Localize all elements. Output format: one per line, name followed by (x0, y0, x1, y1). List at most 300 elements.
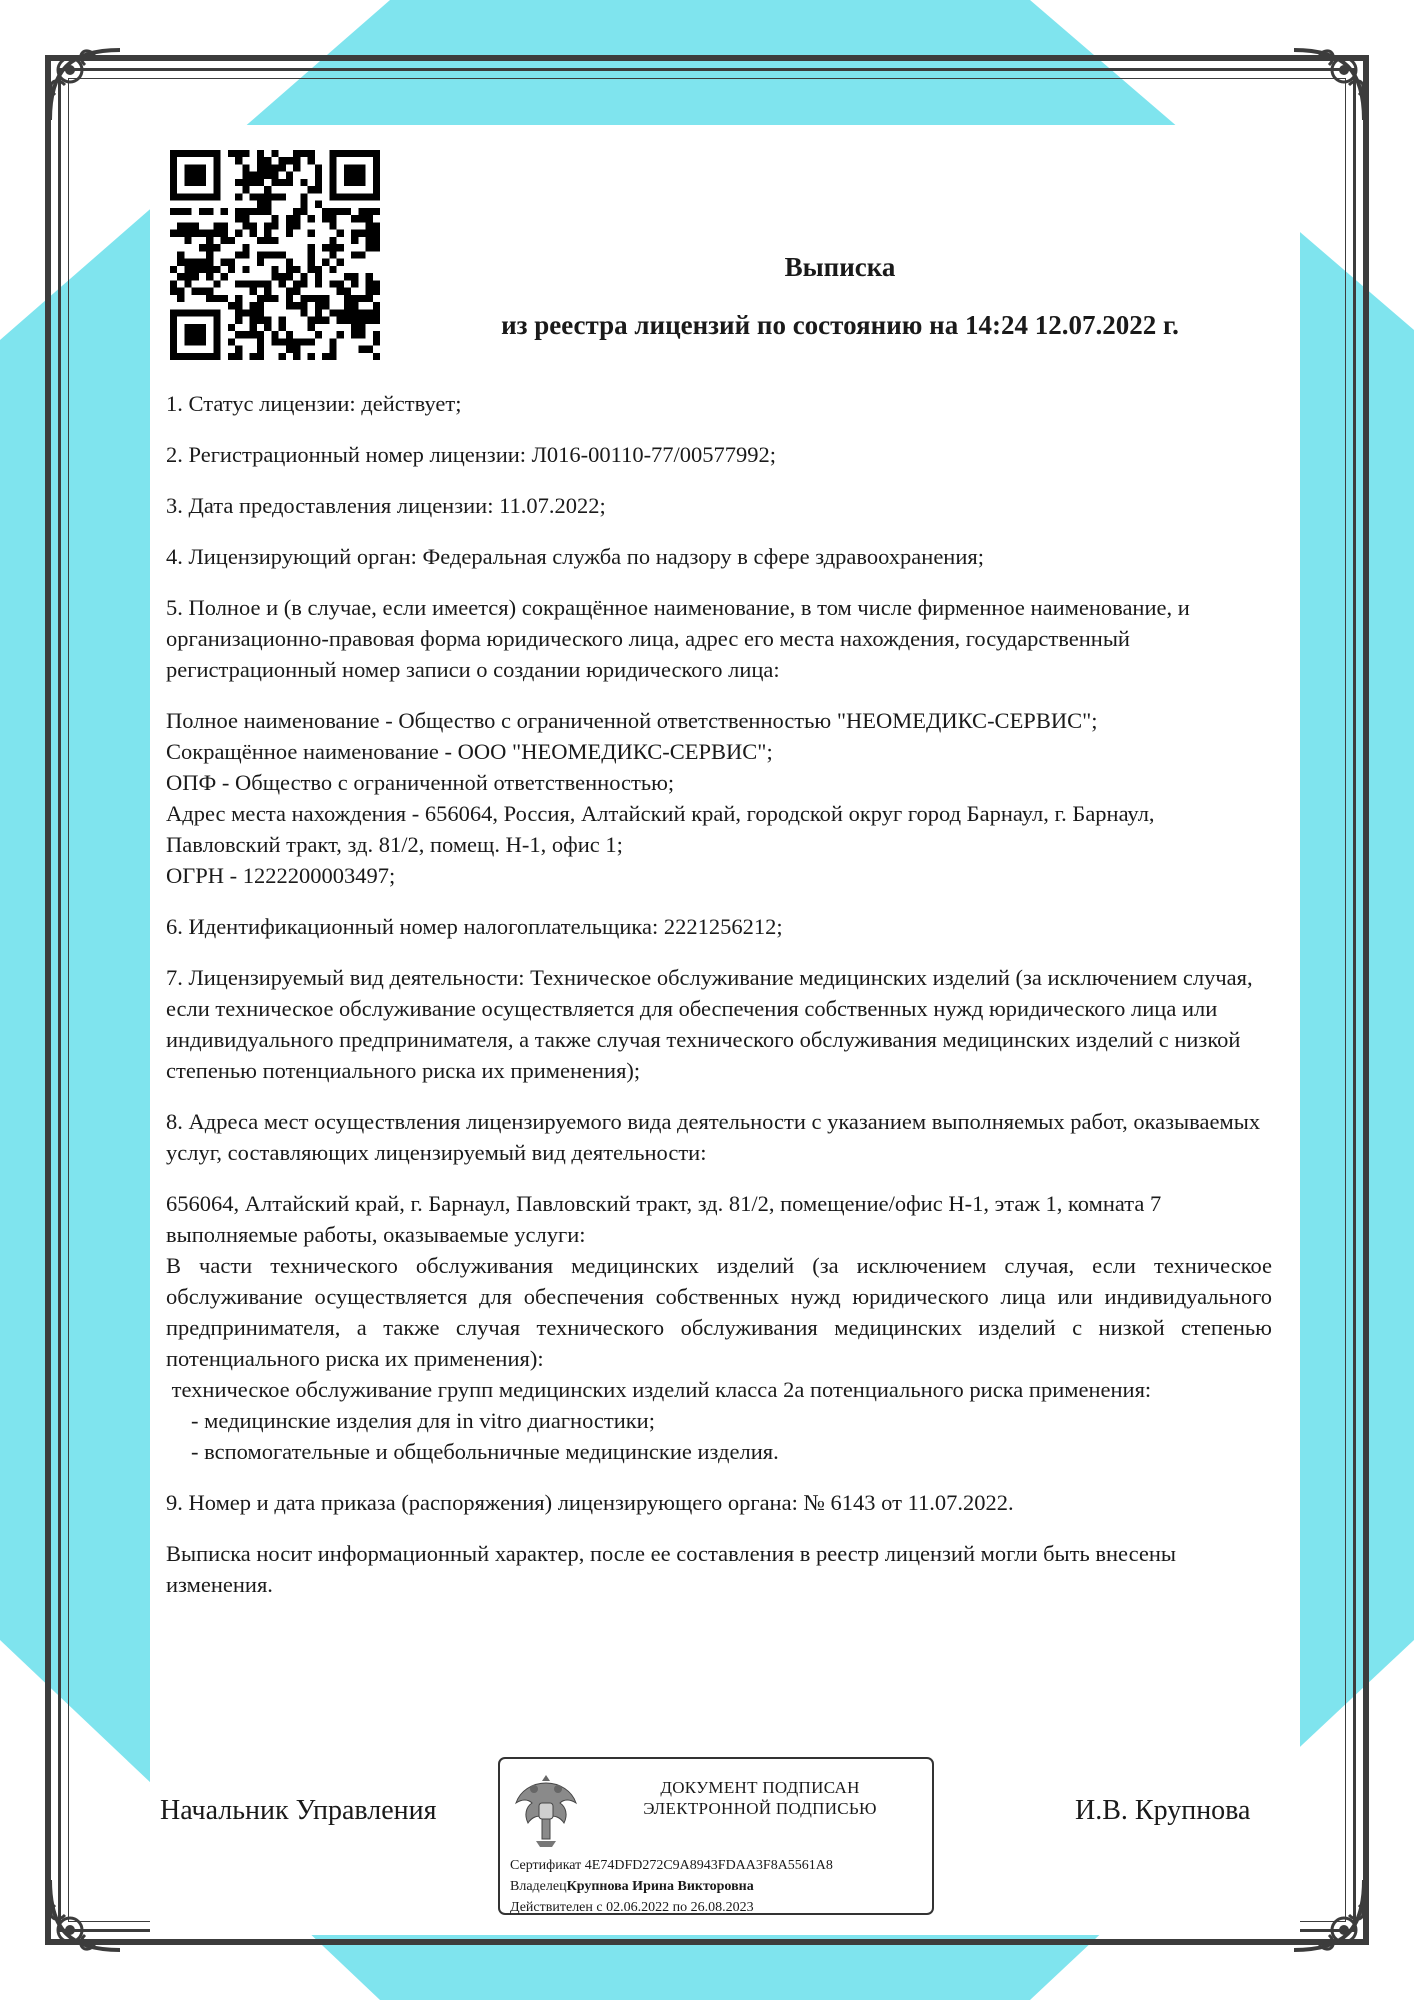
qr-module (271, 338, 278, 345)
qr-module (344, 317, 351, 324)
qr-module (344, 309, 351, 316)
qr-module (366, 317, 373, 324)
qr-module (177, 230, 184, 237)
qr-module (206, 150, 213, 157)
order-number: 9. Номер и дата приказа (распоряжения) лицензирующего органа: № 6143 от 11.07.2022. (166, 1490, 1014, 1515)
corner-ornament-icon (40, 1870, 130, 1960)
qr-module (242, 164, 249, 171)
qr-module (308, 324, 315, 331)
qr-module (373, 353, 380, 360)
qr-module (170, 179, 177, 186)
qr-module (235, 215, 242, 222)
qr-module (257, 251, 264, 258)
qr-module (337, 288, 344, 295)
qr-module (199, 230, 206, 237)
qr-module (373, 193, 380, 200)
qr-module (344, 288, 351, 295)
qr-module (286, 346, 293, 353)
qr-module (170, 208, 177, 215)
qr-module (192, 164, 199, 171)
qr-module (337, 150, 344, 157)
qr-module (184, 150, 191, 157)
qr-module (250, 324, 257, 331)
qr-module (308, 230, 315, 237)
qr-module (264, 201, 271, 208)
qr-module (337, 244, 344, 251)
qr-module (257, 302, 264, 309)
qr-module (264, 222, 271, 229)
qr-module (170, 324, 177, 331)
activity-addresses-heading: 8. Адреса мест осуществления лицензируемого вида деятельности с указанием выполняемых работ, оказываемых услуг, составляющих лицензируемый вид деятельности: (166, 1109, 1261, 1165)
disclaimer-note: Выписка носит информационный характер, после ее составления в реестр лицензий могли быть внесены изменения. (166, 1541, 1177, 1597)
qr-module (286, 266, 293, 273)
qr-module (199, 164, 206, 171)
qr-module (235, 193, 242, 200)
qr-module (315, 201, 322, 208)
qr-module (286, 338, 293, 345)
qr-module (329, 346, 336, 353)
qr-module (366, 309, 373, 316)
qr-module (264, 172, 271, 179)
qr-module (329, 309, 336, 316)
qr-module (373, 244, 380, 251)
qr-module (192, 230, 199, 237)
qr-module (192, 324, 199, 331)
stamp-owner-label: Владелец (510, 1879, 567, 1894)
qr-module (192, 288, 199, 295)
qr-module (235, 353, 242, 360)
qr-module (358, 215, 365, 222)
qr-module (192, 179, 199, 186)
qr-module (177, 353, 184, 360)
stamp-header-line2: ЭЛЕКТРОННОЙ ПОДПИСЬЮ (643, 1799, 877, 1818)
qr-module (206, 259, 213, 266)
qr-module (199, 208, 206, 215)
entity-ogrn: ОГРН - 1222200003497; (166, 863, 396, 888)
qr-module (315, 186, 322, 193)
qr-module (315, 164, 322, 171)
qr-module (184, 324, 191, 331)
qr-module (264, 324, 271, 331)
qr-module (213, 346, 220, 353)
qr-module (279, 164, 286, 171)
qr-module (351, 309, 358, 316)
qr-module (235, 331, 242, 338)
taxpayer-id: 6. Идентификационный номер налогоплательщика: 2221256212; (166, 914, 783, 939)
qr-module (206, 230, 213, 237)
entity-legal-form: ОПФ - Общество с ограниченной ответственностью; (166, 770, 675, 795)
qr-module (213, 186, 220, 193)
qr-module (264, 157, 271, 164)
qr-module (250, 230, 257, 237)
qr-module (329, 164, 336, 171)
licensing-authority: 4. Лицензирующий орган: Федеральная служба по надзору в сфере здравоохранения; (166, 544, 984, 569)
qr-module (366, 346, 373, 353)
qr-module (366, 280, 373, 287)
qr-module (250, 172, 257, 179)
qr-module (329, 222, 336, 229)
stamp-header (610, 1777, 910, 1819)
qr-module (206, 244, 213, 251)
qr-module (358, 164, 365, 171)
qr-module (358, 230, 365, 237)
qr-module (221, 237, 228, 244)
qr-module (177, 150, 184, 157)
qr-module (286, 215, 293, 222)
entity-short-name: Сокращённое наименование - ООО "НЕОМЕДИКС-СЕРВИС"; (166, 739, 773, 764)
qr-module (192, 259, 199, 266)
qr-module (358, 208, 365, 215)
qr-module (366, 244, 373, 251)
entity-full-name: Полное наименование - Общество с ограниченной ответственностью "НЕОМЕДИКС-СЕРВИС"; (166, 708, 1098, 733)
qr-module (351, 331, 358, 338)
qr-module (358, 331, 365, 338)
stamp-cert-value: 4E74DFD272C9A8943FDAA3F8A5561A8 (584, 1858, 833, 1873)
qr-module (293, 164, 300, 171)
stamp-cert-label: Сертификат (510, 1858, 582, 1873)
qr-module (213, 179, 220, 186)
qr-module (170, 266, 177, 273)
qr-module (300, 295, 307, 302)
qr-module (228, 259, 235, 266)
qr-module (279, 353, 286, 360)
qr-module (184, 280, 191, 287)
qr-module (271, 222, 278, 229)
qr-module (170, 338, 177, 345)
qr-module (221, 273, 228, 280)
qr-module (199, 193, 206, 200)
qr-module (271, 295, 278, 302)
qr-module (257, 179, 264, 186)
qr-module (329, 179, 336, 186)
qr-module (308, 251, 315, 258)
qr-module (351, 273, 358, 280)
qr-module (271, 237, 278, 244)
qr-module (184, 309, 191, 316)
qr-module (250, 208, 257, 215)
qr-module (213, 150, 220, 157)
qr-module (206, 251, 213, 258)
qr-module (242, 280, 249, 287)
qr-module (177, 309, 184, 316)
qr-module (286, 295, 293, 302)
qr-module (199, 244, 206, 251)
qr-module (329, 157, 336, 164)
qr-module (170, 164, 177, 171)
qr-module (235, 280, 242, 287)
qr-module (351, 193, 358, 200)
qr-module (184, 179, 191, 186)
qr-code-icon[interactable] (170, 150, 380, 360)
qr-module (250, 309, 257, 316)
qr-module (308, 317, 315, 324)
qr-module (264, 280, 271, 287)
qr-module (373, 157, 380, 164)
qr-module (213, 266, 220, 273)
qr-module (170, 172, 177, 179)
qr-module (286, 273, 293, 280)
qr-module (264, 208, 271, 215)
qr-module (192, 193, 199, 200)
qr-module (293, 266, 300, 273)
qr-module (213, 280, 220, 287)
qr-module (257, 208, 264, 215)
qr-module (250, 302, 257, 309)
qr-module (206, 309, 213, 316)
qr-module (221, 208, 228, 215)
qr-module (184, 338, 191, 345)
qr-module (170, 353, 177, 360)
qr-module (257, 309, 264, 316)
license-date: 3. Дата предоставления лицензии: 11.07.2022; (166, 493, 606, 518)
qr-module (366, 273, 373, 280)
qr-module (199, 338, 206, 345)
qr-module (170, 280, 177, 287)
qr-module (373, 208, 380, 215)
qr-module (199, 259, 206, 266)
qr-module (322, 353, 329, 360)
qr-module (177, 273, 184, 280)
qr-module (271, 215, 278, 222)
qr-module (329, 244, 336, 251)
qr-module (358, 193, 365, 200)
qr-module (235, 157, 242, 164)
qr-module (221, 295, 228, 302)
qr-module (235, 309, 242, 316)
qr-module (366, 288, 373, 295)
qr-module (337, 331, 344, 338)
qr-module (322, 317, 329, 324)
qr-module (337, 208, 344, 215)
qr-module (351, 324, 358, 331)
qr-module (315, 309, 322, 316)
qr-module (184, 222, 191, 229)
document-subtitle: из реестра лицензий по состоянию на 14:24 12.07.2022 г. (501, 310, 1179, 340)
qr-module (242, 150, 249, 157)
qr-module (300, 309, 307, 316)
qr-module (351, 251, 358, 258)
qr-module (199, 331, 206, 338)
qr-module (322, 302, 329, 309)
qr-module (329, 150, 336, 157)
qr-module (271, 251, 278, 258)
qr-module (315, 302, 322, 309)
qr-module (373, 237, 380, 244)
qr-module (366, 208, 373, 215)
qr-module (199, 150, 206, 157)
qr-module (351, 150, 358, 157)
activity-address-details (166, 1188, 1272, 1467)
qr-module (250, 222, 257, 229)
qr-module (184, 193, 191, 200)
qr-module (242, 179, 249, 186)
qr-module (373, 150, 380, 157)
qr-module (373, 222, 380, 229)
qr-module (293, 208, 300, 215)
qr-module (351, 317, 358, 324)
qr-module (250, 288, 257, 295)
qr-module (228, 150, 235, 157)
qr-module (329, 251, 336, 258)
qr-module (235, 317, 242, 324)
qr-module (235, 230, 242, 237)
qr-module (373, 288, 380, 295)
qr-module (351, 295, 358, 302)
qr-module (257, 172, 264, 179)
qr-module (358, 251, 365, 258)
qr-module (177, 193, 184, 200)
qr-module (351, 172, 358, 179)
entity-name-heading: 5. Полное и (в случае, если имеется) сокращённое наименование, в том числе фирменное наименование, и организационно-правовая форма юридического лица, адрес его места нахождения, государственный регистрационный номер записи о создании юридического лица: (166, 595, 1190, 682)
electronic-signature-stamp (498, 1757, 934, 1915)
qr-module (264, 295, 271, 302)
qr-module (213, 244, 220, 251)
stamp-header-line1: ДОКУМЕНТ ПОДПИСАН (660, 1778, 860, 1797)
qr-module (199, 353, 206, 360)
coat-of-arms-icon (512, 1769, 580, 1849)
entity-address: Адрес места нахождения - 656064, Россия, Алтайский край, городской округ город Барнаул, г. Барнаул, Павловский тракт, зд. 81/2, помещ. Н-1, офис 1; (166, 801, 1155, 857)
qr-module (300, 208, 307, 215)
qr-module (344, 273, 351, 280)
qr-module (293, 280, 300, 287)
qr-module (337, 317, 344, 324)
qr-module (213, 309, 220, 316)
qr-module (308, 150, 315, 157)
qr-module (206, 295, 213, 302)
qr-module (366, 222, 373, 229)
qr-module (257, 280, 264, 287)
qr-module (322, 208, 329, 215)
signatory-name: И.В. Крупнова (1075, 1795, 1251, 1826)
qr-module (177, 222, 184, 229)
qr-module (351, 280, 358, 287)
qr-module (213, 331, 220, 338)
qr-module (206, 193, 213, 200)
qr-module (170, 157, 177, 164)
qr-module (286, 302, 293, 309)
qr-module (271, 172, 278, 179)
qr-module (315, 273, 322, 280)
qr-module (366, 150, 373, 157)
qr-module (242, 266, 249, 273)
license-number: 2. Регистрационный номер лицензии: Л016-00110-77/00577992; (166, 442, 777, 467)
qr-module (177, 251, 184, 258)
qr-module (250, 280, 257, 287)
qr-module (199, 309, 206, 316)
stamp-owner-row (510, 1876, 833, 1897)
qr-module (358, 179, 365, 186)
qr-module (279, 338, 286, 345)
qr-module (329, 215, 336, 222)
qr-module (279, 157, 286, 164)
qr-module (206, 208, 213, 215)
qr-module (315, 172, 322, 179)
qr-module (257, 346, 264, 353)
qr-module (315, 317, 322, 324)
qr-module (308, 295, 315, 302)
qr-module (228, 266, 235, 273)
qr-module (228, 324, 235, 331)
qr-module (213, 164, 220, 171)
qr-module (264, 230, 271, 237)
qr-module (366, 215, 373, 222)
qr-module (221, 259, 228, 266)
qr-module (235, 295, 242, 302)
qr-module (264, 237, 271, 244)
qr-module (184, 172, 191, 179)
qr-module (373, 338, 380, 345)
qr-module (308, 353, 315, 360)
qr-module (250, 331, 257, 338)
qr-module (300, 302, 307, 309)
qr-module (177, 288, 184, 295)
qr-module (315, 179, 322, 186)
qr-module (264, 317, 271, 324)
qr-module (373, 331, 380, 338)
qr-module (264, 193, 271, 200)
qr-module (358, 324, 365, 331)
qr-module (373, 317, 380, 324)
qr-module (366, 230, 373, 237)
document-body (166, 388, 1272, 1620)
qr-module (293, 302, 300, 309)
qr-module (293, 222, 300, 229)
qr-module (286, 172, 293, 179)
works-label: выполняемые работы, оказываемые услуги: (166, 1222, 586, 1247)
qr-module (184, 353, 191, 360)
qr-module (184, 237, 191, 244)
qr-module (286, 259, 293, 266)
qr-module (235, 179, 242, 186)
qr-module (184, 259, 191, 266)
qr-module (271, 193, 278, 200)
qr-module (235, 208, 242, 215)
qr-module (329, 237, 336, 244)
qr-module (293, 157, 300, 164)
qr-module (344, 295, 351, 302)
works-bullet-1: - медицинские изделия для in vitro диагностики; (191, 1408, 655, 1433)
qr-module (286, 222, 293, 229)
qr-module (315, 280, 322, 287)
works-class: техническое обслуживание групп медицинских изделий класса 2а потенциального риска применения: (166, 1377, 1152, 1402)
qr-module (271, 179, 278, 186)
qr-module (329, 266, 336, 273)
qr-module (279, 280, 286, 287)
qr-module (192, 273, 199, 280)
qr-module (373, 309, 380, 316)
qr-module (221, 222, 228, 229)
license-status: 1. Статус лицензии: действует; (166, 391, 462, 416)
qr-module (308, 157, 315, 164)
qr-module (213, 338, 220, 345)
qr-module (199, 288, 206, 295)
qr-module (322, 259, 329, 266)
qr-module (279, 193, 286, 200)
qr-module (192, 353, 199, 360)
qr-module (228, 338, 235, 345)
qr-module (257, 150, 264, 157)
qr-module (242, 208, 249, 215)
qr-module (242, 222, 249, 229)
entity-details (166, 705, 1272, 891)
qr-module (344, 193, 351, 200)
qr-module (279, 251, 286, 258)
qr-module (271, 266, 278, 273)
qr-module (344, 179, 351, 186)
qr-module (308, 186, 315, 193)
qr-module (315, 331, 322, 338)
qr-module (257, 259, 264, 266)
